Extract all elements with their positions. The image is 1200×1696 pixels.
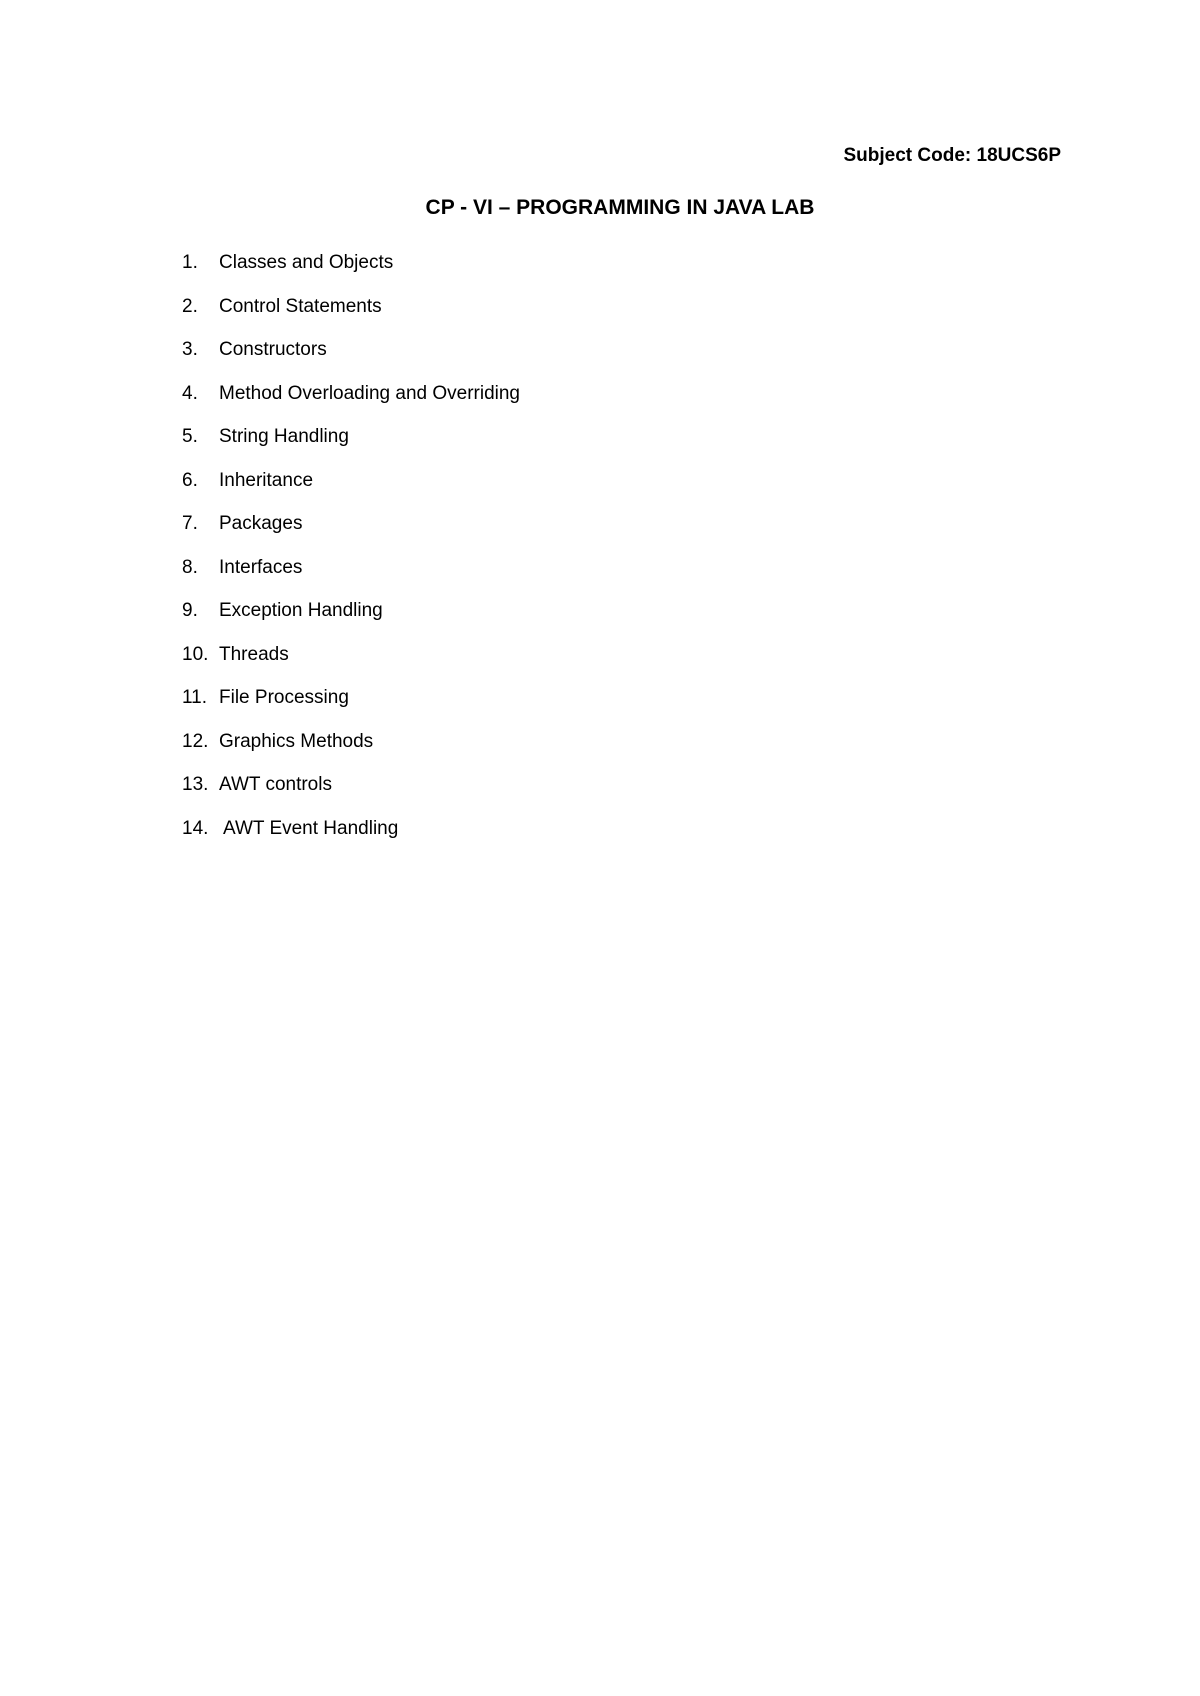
- list-item: [182, 557, 520, 601]
- list-item-number: 8.: [182, 556, 198, 578]
- list-item-label: Inheritance: [219, 469, 314, 491]
- list-item: [182, 383, 520, 427]
- list-item-label: Constructors: [219, 339, 327, 360]
- topic-list: [182, 252, 520, 861]
- list-item-label: Graphics Methods: [219, 730, 374, 752]
- list-item-label: Control Statements: [219, 295, 382, 317]
- list-item: [182, 296, 520, 340]
- list-item-number: 2.: [182, 295, 198, 317]
- list-item: [182, 731, 520, 775]
- list-item: [182, 470, 520, 514]
- list-item-number: 14.: [182, 817, 209, 839]
- page-title: CP - VI – PROGRAMMING IN JAVA LAB: [425, 196, 815, 219]
- list-item-label: Method Overloading and Overriding: [219, 382, 521, 404]
- list-item: [182, 600, 520, 644]
- list-item: [182, 339, 520, 383]
- list-item-number: 12.: [182, 730, 209, 752]
- list-item-number: 1.: [182, 252, 198, 273]
- list-item-label: Exception Handling: [219, 600, 383, 621]
- list-item: [182, 252, 520, 296]
- list-item: [182, 818, 520, 862]
- list-item-label: Classes and Objects: [219, 252, 394, 273]
- list-item-number: 4.: [182, 382, 198, 404]
- list-item-number: 6.: [182, 469, 198, 491]
- list-item: [182, 687, 520, 731]
- list-item-label: AWT controls: [219, 774, 332, 795]
- list-item-number: 10.: [182, 643, 209, 665]
- list-item-label: String Handling: [219, 426, 349, 447]
- list-item: [182, 644, 520, 688]
- list-item-number: 3.: [182, 339, 198, 360]
- list-item-number: 11.: [182, 687, 208, 708]
- list-item-label: AWT Event Handling: [223, 817, 399, 839]
- list-item-label: Threads: [219, 643, 289, 665]
- list-item-label: Interfaces: [219, 556, 303, 578]
- list-item-label: Packages: [219, 513, 303, 534]
- list-item: [182, 774, 520, 818]
- subject-code: Subject Code: 18UCS6P: [843, 145, 1061, 166]
- list-item-number: 9.: [182, 600, 198, 621]
- list-item-number: 5.: [182, 426, 198, 447]
- list-item-label: File Processing: [219, 687, 349, 708]
- list-item: [182, 513, 520, 557]
- list-item-number: 7.: [182, 513, 198, 534]
- list-item-number: 13.: [182, 774, 209, 795]
- list-item: [182, 426, 520, 470]
